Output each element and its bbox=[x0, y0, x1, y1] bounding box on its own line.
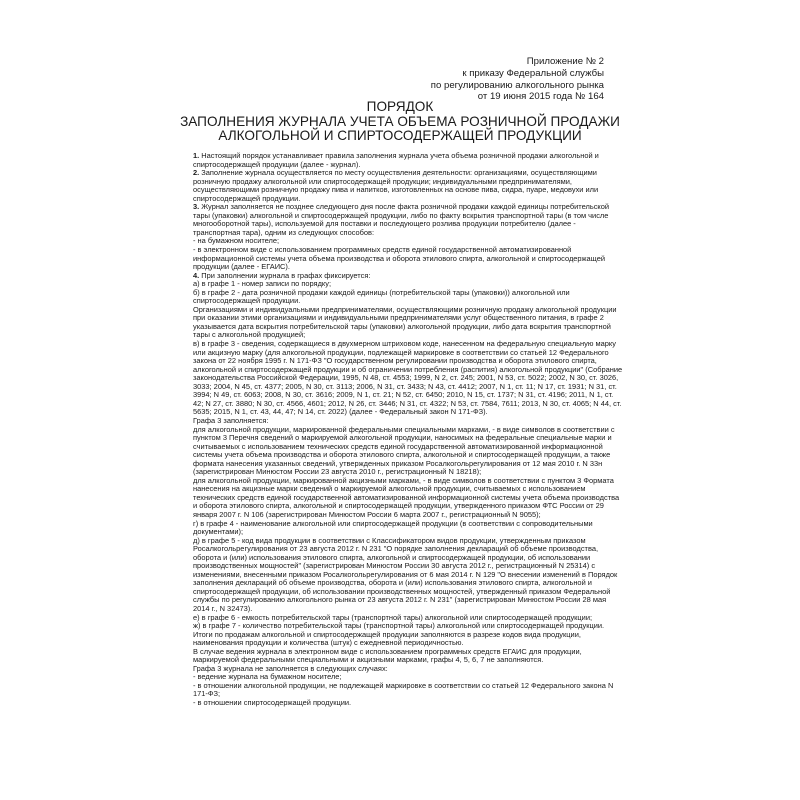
title-line: ЗАПОЛНЕНИЯ ЖУРНАЛА УЧЕТА ОБЪЕМА РОЗНИЧНОЙ ПРОДАЖИ bbox=[180, 113, 620, 129]
appendix-line: Приложение № 2 bbox=[526, 56, 604, 67]
body-paragraph bbox=[193, 520, 623, 537]
paragraph-text: д) в графе 5 - код вида продукции в соответствии с Классификатором видов продукции, утвержденным приказом Росалкогольрегулирования от 23 августа 2012 г. N 231 "О порядке заполнения деклараций об объеме производства, оборота и (или) использования этилового спирта, алкогольной и спиртосодержащей продукции, об использовании производственных мощностей" (зарегистрирован Минюстом России 30 августа 2012 г., регистрационный N 25314) с изменениями, внесенными приказом Росалкогольрегулирования от 6 мая 2014 г. N 129 "О внесении изменений в Порядок заполнения деклараций об объеме производства, оборота и (или) использования этилового спирта, алкогольной и спиртосодержащей продукции, об использовании производственных мощностей, утвержденный приказом Федеральной службы по регулированию алкогольного рынка от 23 августа 2012 г. N 231" (зарегистрирован Минюстом России 28 мая 2014 г., N 32473). bbox=[193, 535, 618, 613]
paragraph-text: При заполнении журнала в графах фиксируется: bbox=[199, 270, 371, 280]
paragraph-text: - на бумажном носителе; bbox=[193, 236, 280, 246]
body-paragraph bbox=[193, 477, 623, 520]
paragraph-text: - ведение журнала на бумажном носителе; bbox=[193, 672, 342, 682]
paragraph-text: Графа 3 заполняется: bbox=[193, 415, 269, 425]
paragraph-text: Журнал заполняется не позднее следующего дня после факта розничной продажи каждой единицы потребительской тары (упаковки) алкогольной и спиртосодержащей продукции, либо по факту вскрытия транспортной тары (в том числе многооборотной тары), используемой для поставки и последующего розлива продукции потребителю (далее - транспортная тара), одним из следующих способов: bbox=[193, 202, 610, 237]
body-paragraph bbox=[193, 426, 623, 477]
paragraph-text: б) в графе 2 - дата розничной продажи каждой единицы (потребительской тары (упаковки)) алкогольной или спиртосодержащей продукции. bbox=[193, 287, 570, 306]
paragraph-text: Организациями и индивидуальными предпринимателями, осуществляющими розничную продажу алкогольной продукции при оказании этими организациями и индивидуальными предпринимателями услуг общественного питания, в графе 2 указывается дата вскрытия потребительской тары (упаковки) алкогольной продукции, либо дата вскрытия транспортной тары с алкогольной продукцией; bbox=[193, 304, 617, 340]
paragraph-text: для алкогольной продукции, маркированной федеральными специальными марками, - в виде символов в соответствии с пунктом 3 Перечня сведений о маркируемой алкогольной продукции, наносимых на федеральные специальные марки и считываемых с использованием технических средств единой государственной автоматизированной информационной системы учета объема производства и оборота этилового спирта, алкогольной и спиртосодержащей продукции, а также формата нанесения указанных сведений, утвержденных приказом Росалкогольрегулирования от 12 мая 2010 г. N 33н (зарегистрирован Минюстом России 23 августа 2010 г., регистрационный N 18218); bbox=[193, 424, 615, 477]
paragraph-text: е) в графе 6 - емкость потребительской тары (транспортной тары) алкогольной или спиртосодержащей продукции; bbox=[193, 612, 593, 622]
paragraph-text: Заполнение журнала осуществляется по месту осуществления деятельности: организациями, осуществляющими розничную продажу алкогольной или спиртосодержащей продукции; индивидуальными предпринимателями, осуществляющими розничную продажу пива и напитков, изготовленных на основе пива, сидра, пуаре, медовухи или спиртосодержащей продукции. bbox=[193, 168, 599, 203]
body-paragraph bbox=[193, 648, 623, 665]
appendix-block bbox=[431, 56, 604, 103]
paragraph-number: 3. bbox=[193, 202, 200, 212]
paragraph-text: В случае ведения журнала в электронном виде с использованием программных средств ЕГАИС для продукции, маркируемой федеральными специальными и акцизными марками, графы 4, 5, 6, 7 не заполняются. bbox=[193, 646, 582, 665]
paragraph-text: - в отношении алкогольной продукции, не подлежащей маркировке в соответствии со статьей 12 Федерального закона N 171-ФЗ; bbox=[193, 680, 614, 699]
body-paragraph bbox=[193, 289, 623, 306]
title-heading: ПОРЯДОК bbox=[366, 99, 434, 114]
body-paragraph bbox=[193, 631, 623, 648]
paragraph-text: Графа 3 журнала не заполняется в следующих случаях: bbox=[193, 663, 388, 673]
body-paragraph bbox=[193, 203, 623, 237]
paragraph-text: ж) в графе 7 - количество потребительской тары (транспортной тары) алкогольной или спиртосодержащей продукции. bbox=[193, 621, 605, 631]
paragraph-number: 1. bbox=[193, 151, 200, 160]
paragraph-text: для алкогольной продукции, маркированной акцизными марками, - в виде символов в соответствии с пунктом 3 Формата нанесения на акцизные марки сведений о маркируемой алкогольной продукции, считываемых с использованием технических средств единой государственной автоматизированной информационной системы учета объема производства и оборота этилового спирта, алкогольной и спиртосодержащей продукции, утвержденного приказом ФТС России от 29 января 2007 г. N 106 (зарегистрирован Минюстом России 6 марта 2007 г., регистрационный N 9055); bbox=[193, 475, 620, 519]
body-paragraph bbox=[193, 699, 623, 708]
paragraph-number: 2. bbox=[193, 168, 200, 178]
appendix-line: от 19 июня 2015 года № 164 bbox=[477, 91, 604, 103]
appendix-line: по регулированию алкогольного рынка bbox=[430, 79, 604, 91]
document-title bbox=[0, 100, 800, 144]
paragraph-text: - в электронном виде с использованием программных средств единой государственной автоматизированной информационной системы учета объема производства и оборота этилового спирта, алкогольной и спиртосодержащей продукции (далее - ЕГАИС). bbox=[193, 245, 605, 272]
body-paragraph bbox=[193, 682, 623, 699]
body-paragraph bbox=[193, 306, 623, 340]
paragraph-number: 4. bbox=[193, 270, 200, 280]
document-body bbox=[193, 152, 623, 708]
title-line: АЛКОГОЛЬНОЙ И СПИРТОСОДЕРЖАЩЕЙ ПРОДУКЦИИ bbox=[218, 128, 582, 144]
body-paragraph bbox=[193, 246, 623, 272]
paragraph-text: а) в графе 1 - номер записи по порядку; bbox=[193, 279, 332, 289]
body-paragraph bbox=[193, 537, 623, 614]
paragraph-text: - в отношении спиртосодержащей продукции. bbox=[193, 698, 352, 707]
paragraph-text: г) в графе 4 - наименование алкогольной или спиртосодержащей продукции (в соответствии с сопроводительными документами); bbox=[193, 518, 593, 537]
paragraph-text: в) в графе 3 - сведения, содержащиеся в двухмерном штриховом коде, нанесенном на федеральную специальную марку или акцизную марку (для алкогольной продукции, подлежащей маркировке в соответствии со статьей 12 Федерального закона от 22 ноября 1995 г. N 171-ФЗ "О государственном регулировании производства и оборота этилового спирта, алкогольной и спиртосодержащей продукции и об ограничении потребления (распития) алкогольной продукции" (Собрание законодательства Российской Федерации, 1995, N 48, ст. 4553; 1999, N 2, ст. 245; 2001, N 53, ст. 5022; 2002, N 30, ст. 3026, 3033; 2004, N 45, ст. 4377; 2005, N 30, ст. 3113; 2006, N 31, ст. 3433; N 43, ст. 4412; 2007, N 1, ст. 11; N 17, ст. 1931; N 31, ст. 3994; N 49, ст. 6063; 2008, N 30, ст. 3616; 2009, N 1, ст. 21; N 52, ст. 6450; 2010, N 15, ст. 1737; N 31, ст. 4196; 2011, N 1, ст. 42; N 27, ст. 3880; N 30, ст. 4566, 4601; 2012, N 26, ст. 3446; N 31, ст. 4322; N 53, ст. 7584, 7611; 2013, N 30, ст. 4065; N 44, ст. 5635; 2015, N 1, ст. 43, 44, 47; N 14, ст. 2022) (далее - Федеральный закон N 171-ФЗ). bbox=[193, 339, 623, 417]
appendix-line: к приказу Федеральной службы bbox=[462, 67, 604, 79]
body-paragraph bbox=[193, 152, 623, 169]
paragraph-text: Итоги по продажам алкогольной и спиртосодержащей продукции заполняются в разрезе кодов вида продукции, наименования продукции и количества (штук) с ежедневной периодичностью. bbox=[193, 629, 581, 648]
body-paragraph bbox=[193, 340, 623, 417]
paragraph-text: Настоящий порядок устанавливает правила заполнения журнала учета объема розничной продажи алкогольной и спиртосодержащей продукции (далее - журнал). bbox=[193, 151, 599, 169]
body-paragraph bbox=[193, 169, 623, 203]
